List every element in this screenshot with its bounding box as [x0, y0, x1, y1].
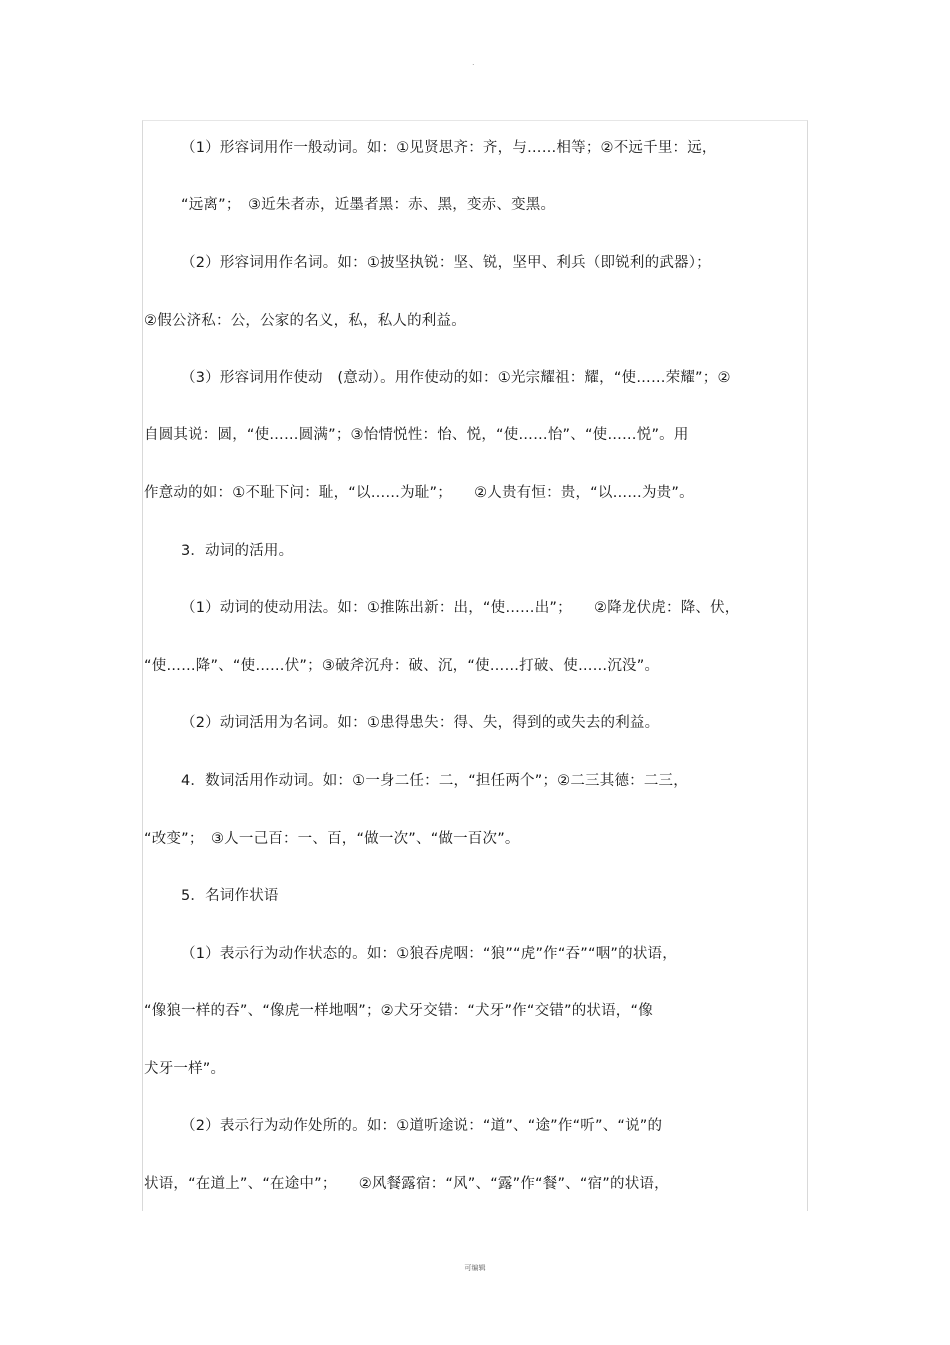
section-heading: 4．数词活用作动词。如：①一身二任：二，“担任两个”；②二三其德：二三， — [181, 773, 688, 789]
text-line: “像狼一样的吞”、“像虎一样地咽”；②犬牙交错：“犬牙”作“交错”的状语，“像 — [144, 1003, 653, 1019]
top-mark: . — [472, 58, 475, 67]
text-line: ②假公济私：公，公家的名义，私，私人的利益。 — [144, 313, 466, 329]
text-line: （2）表示行为动作处所的。如：①道听途说：“道”、“途”作“听”、“说”的 — [181, 1118, 663, 1134]
text-line: “改变”； ③人一己百：一、百，“做一次”、“做一百次”。 — [144, 831, 520, 847]
text-line: （1）动词的使动用法。如：①推陈出新：出，“使……出”； ②降龙伏虎：降、伏， — [181, 600, 740, 616]
text-line: （2）形容词用作名词。如：①披坚执锐：坚、锐，坚甲、利兵（即锐利的武器）； — [181, 255, 711, 271]
text-line: （3）形容词用作使动 (意动）。用作使动的如：①光宗耀祖：耀，“使……荣耀”；② — [181, 370, 731, 386]
text-line: 作意动的如：①不耻下问：耻，“以……为耻”； ②人贵有恒：贵，“以……为贵”。 — [144, 485, 694, 501]
text-line: 犬牙一样”。 — [144, 1061, 226, 1077]
text-line: “使……降”、“使……伏”；③破斧沉舟：破、沉，“使……打破、使……沉没”。 — [144, 658, 660, 674]
text-line: （1）表示行为动作状态的。如：①狼吞虎咽：“狼”“虎”作“吞”“咽”的状语， — [181, 946, 677, 962]
footer-label: 可编辑 — [464, 1264, 486, 1272]
section-heading: 3．动词的活用。 — [181, 543, 294, 559]
text-line: 状语，“在道上”、“在途中”； ②风餐露宿：“风”、“露”作“餐”、“宿”的状语， — [144, 1176, 669, 1192]
text-line: （2）动词活用为名词。如：①患得患失：得、失，得到的或失去的利益。 — [181, 715, 660, 731]
text-line: 自圆其说：圆，“使……圆满”；③怡情悦性：怡、悦，“使……怡”、“使……悦”。用 — [144, 427, 689, 443]
text-line: “远离”； ③近朱者赤，近墨者黑：赤、黑，变赤、变黑。 — [181, 197, 556, 213]
section-heading: 5．名词作状语 — [181, 888, 279, 904]
text-line: （1）形容词用作一般动词。如：①见贤思齐：齐，与……相等；②不远千里：远， — [181, 140, 717, 156]
